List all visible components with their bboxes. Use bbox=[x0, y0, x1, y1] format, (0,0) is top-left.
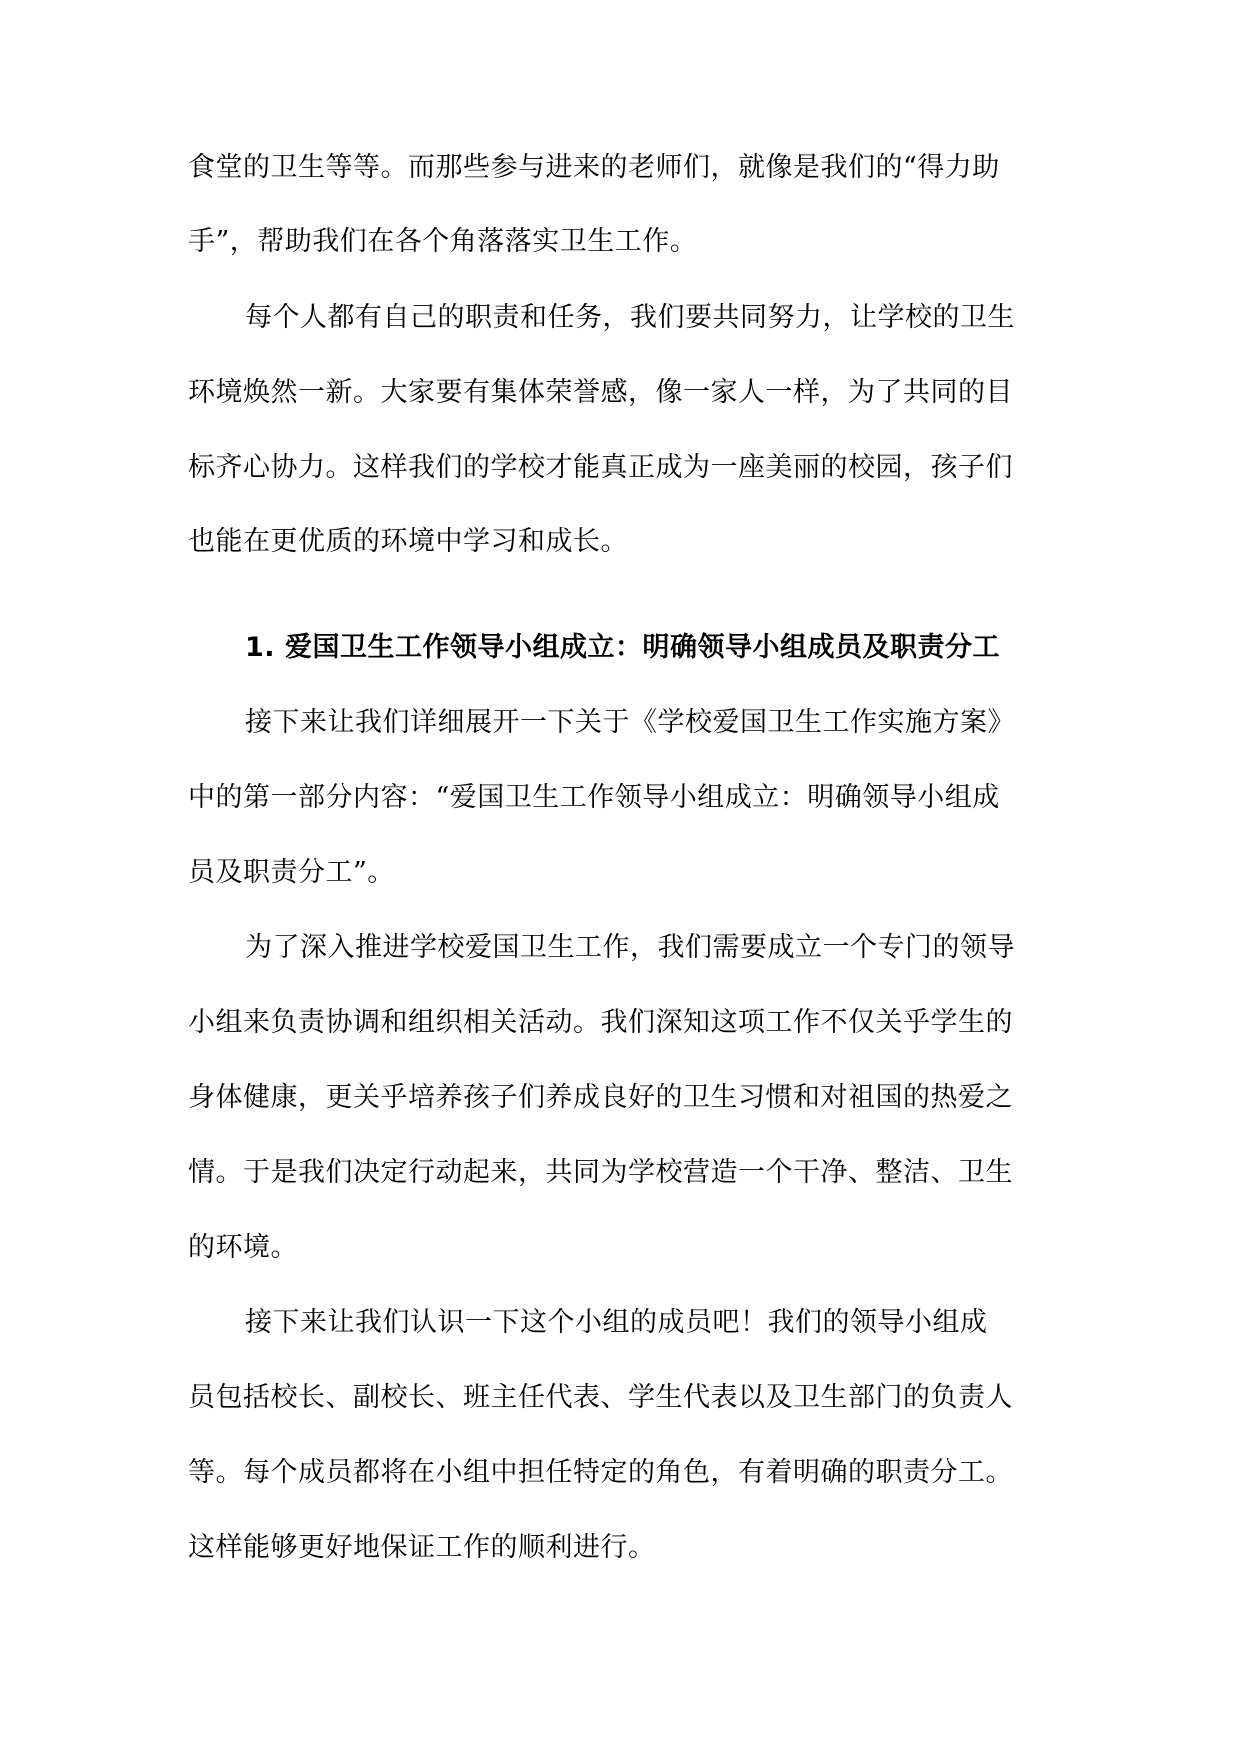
body-text-line: 环境焕然一新。大家要有集体荣誉感，像一家人一样，为了共同的目 bbox=[188, 377, 1013, 408]
body-text-line: 接下来让我们认识一下这个小组的成员吧！我们的领导小组成 bbox=[245, 1307, 988, 1338]
body-text-line: 情。于是我们决定行动起来，共同为学校营造一个干净、整洁、卫生 bbox=[188, 1157, 1013, 1188]
body-text-line: 的环境。 bbox=[188, 1232, 298, 1263]
body-text-line: 这样能够更好地保证工作的顺利进行。 bbox=[188, 1532, 656, 1563]
body-text-line: 员及职责分工”。 bbox=[188, 857, 395, 888]
body-text-line: 等。每个成员都将在小组中担任特定的角色，有着明确的职责分工。 bbox=[188, 1457, 1013, 1488]
body-text-line: 每个人都有自己的职责和任务，我们要共同努力，让学校的卫生 bbox=[245, 302, 1015, 333]
body-text-line: 手”，帮助我们在各个角落落实卫生工作。 bbox=[188, 226, 698, 257]
section-heading: 1. 爱国卫生工作领导小组成立：明确领导小组成员及职责分工 bbox=[245, 632, 1000, 663]
body-text-line: 也能在更优质的环境中学习和成长。 bbox=[188, 526, 628, 557]
body-text-line: 身体健康，更关乎培养孩子们养成良好的卫生习惯和对祖国的热爱之 bbox=[188, 1082, 1013, 1113]
body-text-line: 小组来负责协调和组织相关活动。我们深知这项工作不仅关乎学生的 bbox=[188, 1007, 1013, 1038]
body-text-line: 中的第一部分内容：“爱国卫生工作领导小组成立：明确领导小组成 bbox=[188, 782, 1000, 813]
body-text-line: 员包括校长、副校长、班主任代表、学生代表以及卫生部门的负责人 bbox=[188, 1382, 1013, 1413]
body-text-line: 食堂的卫生等等。而那些参与进来的老师们，就像是我们的“得力助 bbox=[188, 152, 1000, 183]
body-text-line: 为了深入推进学校爱国卫生工作，我们需要成立一个专门的领导 bbox=[245, 932, 1015, 963]
body-text-line: 标齐心协力。这样我们的学校才能真正成为一座美丽的校园，孩子们 bbox=[188, 452, 1013, 483]
body-text-line: 接下来让我们详细展开一下关于《学校爱国卫生工作实施方案》 bbox=[245, 707, 1015, 738]
